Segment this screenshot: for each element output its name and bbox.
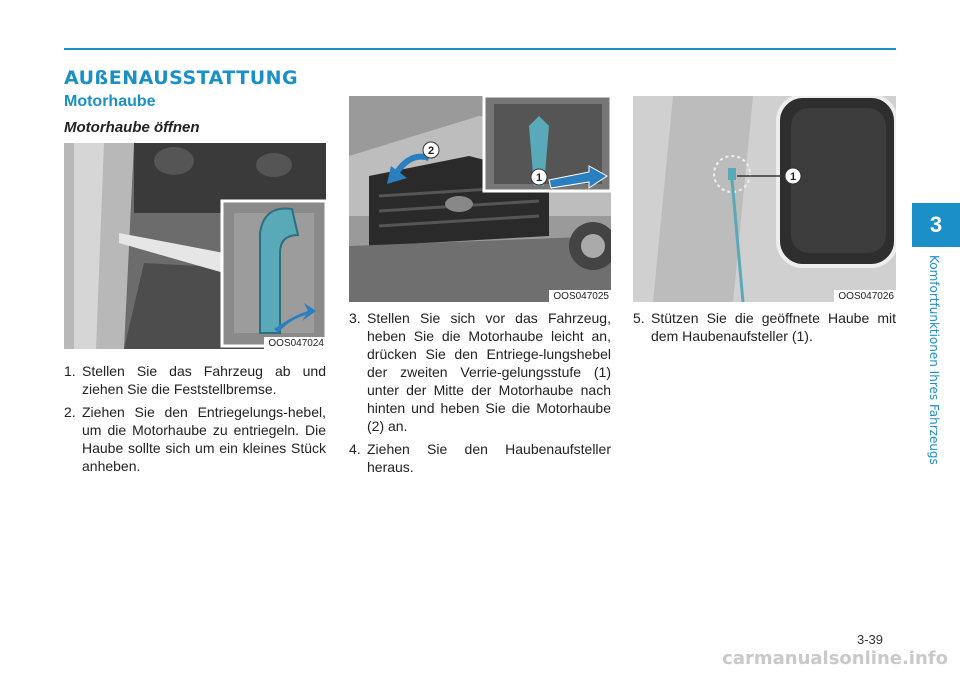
step-text: Stellen Sie sich vor das Fahrzeug, heben Sie die Motorhaube leicht an, drücken Sie den Entriege-lungshebel der zweiten Verrie-gelungsstufe (1) unter der Mitte der Motorhaube nach hinten und heben Sie die Motorhaube (2) an. bbox=[367, 310, 611, 434]
watermark: carmanualsonline.info bbox=[722, 648, 948, 669]
hood-support-rod-illustration bbox=[633, 96, 896, 302]
subsection-title: Motorhaube bbox=[64, 93, 156, 110]
chapter-label: Komfortfunktionen Ihres Fahrzeugs bbox=[927, 255, 941, 465]
step-number: 1. bbox=[64, 363, 76, 379]
top-rule bbox=[64, 48, 896, 50]
figure-code: OOS047026 bbox=[834, 290, 896, 302]
step-3 bbox=[349, 309, 611, 435]
figure-code: OOS047024 bbox=[264, 337, 326, 349]
page-number: 3-39 bbox=[857, 632, 884, 647]
step-1 bbox=[64, 362, 326, 398]
step-text: Ziehen Sie den Entriegelungs-hebel, um die Motorhaube zu entriegeln. Die Haube sollte sich um ein kleines Stück anheben. bbox=[82, 404, 326, 474]
step-5 bbox=[633, 309, 896, 345]
steps-left-column bbox=[64, 362, 326, 480]
callout-2: 2 bbox=[427, 145, 435, 157]
step-number: 2. bbox=[64, 404, 76, 420]
step-text: Stellen Sie das Fahrzeug ab und ziehen Sie die Feststellbremse. bbox=[82, 363, 326, 397]
step-number: 4. bbox=[349, 441, 361, 457]
section-title: AUßENAUSSTATTUNG bbox=[64, 67, 299, 89]
steps-middle-column bbox=[349, 309, 611, 481]
step-text: Ziehen Sie den Haubenaufsteller heraus. bbox=[367, 441, 611, 475]
hood-release-lever-illustration bbox=[64, 143, 326, 349]
chapter-tab: 3 bbox=[912, 203, 960, 247]
callout-1: 1 bbox=[535, 172, 543, 184]
hood-secondary-latch-illustration bbox=[349, 96, 611, 302]
step-2 bbox=[64, 403, 326, 475]
subsubsection-title: Motorhaube öffnen bbox=[64, 119, 200, 136]
figure-hood-release-lever bbox=[64, 143, 326, 349]
step-number: 3. bbox=[349, 310, 361, 326]
figure-hood-secondary-latch bbox=[349, 96, 611, 302]
steps-right-column bbox=[633, 309, 896, 350]
step-number: 5. bbox=[633, 310, 645, 326]
figure-hood-support-rod bbox=[633, 96, 896, 302]
figure-code: OOS047025 bbox=[549, 290, 611, 302]
step-4 bbox=[349, 440, 611, 476]
callout-1: 1 bbox=[789, 171, 797, 183]
step-text: Stützen Sie die geöffnete Haube mit dem Haubenaufsteller (1). bbox=[651, 310, 896, 344]
